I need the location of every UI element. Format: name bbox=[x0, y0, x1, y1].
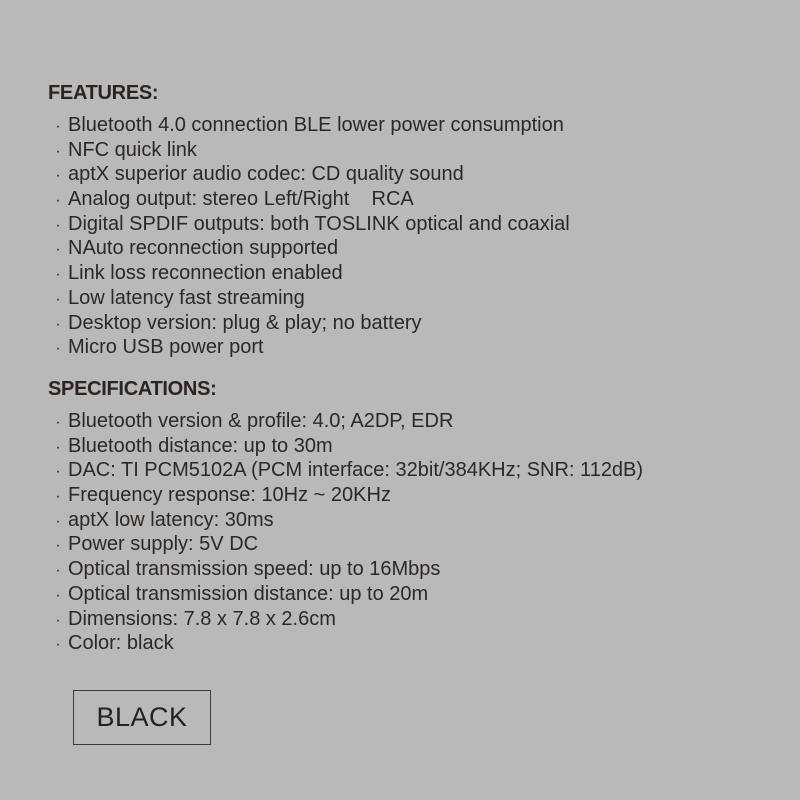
bullet: · bbox=[55, 192, 61, 210]
list-item bbox=[48, 532, 643, 557]
bullet: · bbox=[55, 562, 61, 580]
bullet: · bbox=[55, 266, 61, 284]
feature-text: NFC quick link bbox=[68, 138, 197, 161]
feature-text: aptX superior audio codec: CD quality sound bbox=[68, 163, 464, 186]
list-item bbox=[48, 409, 643, 434]
list-item bbox=[48, 138, 570, 163]
spec-text: Bluetooth version & profile: 4.0; A2DP, EDR bbox=[68, 410, 454, 432]
list-item bbox=[48, 261, 570, 286]
bullet: · bbox=[55, 118, 61, 135]
spec-text: Power supply: 5V DC bbox=[68, 533, 259, 556]
list-item bbox=[48, 286, 570, 311]
list-item bbox=[48, 483, 643, 508]
color-option-label: BLACK bbox=[96, 702, 188, 732]
color-option-black[interactable] bbox=[73, 690, 211, 745]
list-item bbox=[48, 113, 570, 138]
feature-text: Low latency fast streaming bbox=[68, 286, 305, 309]
bullet: · bbox=[55, 438, 61, 456]
spec-text: Optical transmission distance: up to 20m bbox=[68, 582, 429, 605]
feature-text: Micro USB power port bbox=[68, 336, 264, 359]
list-item bbox=[48, 557, 643, 582]
bullet: · bbox=[55, 463, 61, 481]
list-item bbox=[48, 311, 570, 336]
spec-text: Color: black bbox=[68, 632, 174, 655]
spec-text: Frequency response: 10Hz ~ 20KHz bbox=[68, 484, 391, 507]
bullet: · bbox=[55, 290, 61, 308]
list-item bbox=[48, 236, 570, 261]
bullet: · bbox=[55, 586, 61, 604]
spec-text: DAC: TI PCM5102A (PCM interface: 32bit/384KHz; SNR: 112dB) bbox=[68, 459, 644, 482]
list-item bbox=[48, 212, 570, 237]
spec-text: Dimensions: 7.8 x 7.8 x 2.6cm bbox=[68, 607, 336, 630]
bullet: · bbox=[55, 167, 61, 185]
list-item bbox=[48, 335, 570, 360]
bullet: · bbox=[55, 142, 61, 160]
list-item bbox=[48, 187, 570, 212]
bullet: · bbox=[55, 241, 61, 259]
bullet: · bbox=[55, 414, 61, 431]
list-item bbox=[48, 631, 643, 656]
bullet: · bbox=[55, 537, 61, 555]
features-heading: FEATURES: bbox=[48, 82, 159, 104]
bullet: · bbox=[55, 340, 61, 358]
list-item bbox=[48, 162, 570, 187]
feature-text: Desktop version: plug & play; no battery bbox=[68, 311, 422, 334]
feature-text: Analog output: stereo Left/Right RCA bbox=[68, 188, 414, 211]
bullet: · bbox=[55, 512, 61, 530]
list-item bbox=[48, 582, 643, 607]
list-item bbox=[48, 458, 643, 483]
feature-text: Link loss reconnection enabled bbox=[68, 262, 343, 285]
bullet: · bbox=[55, 636, 61, 654]
list-item bbox=[48, 607, 643, 632]
spec-text: Bluetooth distance: up to 30m bbox=[68, 434, 333, 457]
spec-text: aptX low latency: 30ms bbox=[68, 508, 274, 531]
list-item bbox=[48, 434, 643, 459]
bullet: · bbox=[55, 611, 61, 629]
specifications-heading: SPECIFICATIONS: bbox=[48, 378, 217, 400]
specifications-list bbox=[48, 409, 643, 656]
feature-text: NAuto reconnection supported bbox=[68, 237, 339, 260]
spec-text: Optical transmission speed: up to 16Mbps bbox=[68, 558, 441, 581]
bullet: · bbox=[55, 315, 61, 333]
bullet: · bbox=[55, 488, 61, 506]
list-item bbox=[48, 508, 643, 533]
features-list bbox=[48, 113, 570, 360]
bullet: · bbox=[55, 216, 61, 234]
feature-text: Digital SPDIF outputs: both TOSLINK optical and coaxial bbox=[68, 212, 570, 235]
feature-text: Bluetooth 4.0 connection BLE lower power consumption bbox=[68, 114, 564, 136]
